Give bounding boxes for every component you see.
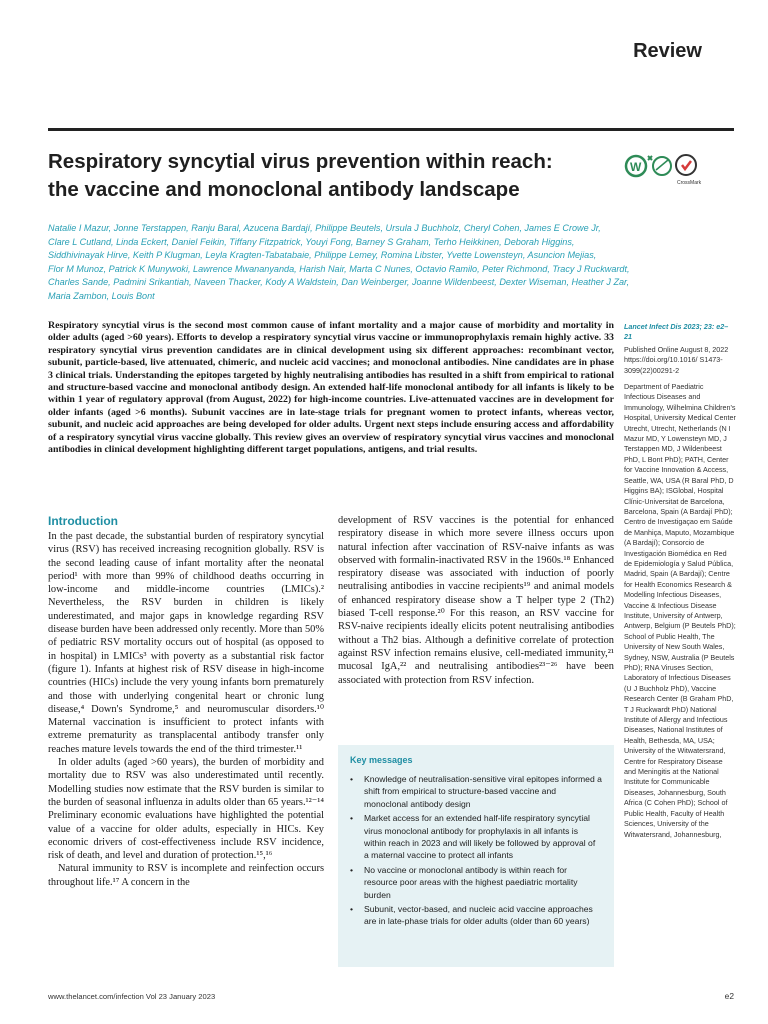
review-section-label: Review (633, 40, 702, 62)
introduction-heading: Introduction (48, 514, 118, 528)
page-number: e2 (724, 991, 734, 1001)
intro-paragraph-4: development of RSV vaccines is the potential for enhanced respiratory disease in which more severe illness occurs upon natural infection after vaccination of RSV-naive infants as was observed with formalin-inactivated RSV in the 1960s.¹⁸ Enhanced respiratory disease was associated with induction of poorly neutralising antibodies in vaccine recipients¹⁹ and animal models of enhanced respiratory disease show a T helper type 2 (Th2) biased T-cell response.²⁰ For this reason, an RSV vaccine for RSV-naive recipients ideally elicits potent neutralising antibodies without a Th2 bias. Although a definitive correlate of protection against RSV infection remains elusive, cell-mediated immunity,²¹ mucosal IgA,²² and neutralising antibodies²³⁻²⁶ have been associated with protection from RSV infection. (338, 515, 614, 686)
key-message-item: • Knowledge of neutralisation-sensitive viral epitopes informed a shift from empirical to structure-based vaccine and monoclonal antibody design (350, 773, 602, 810)
article-title (48, 148, 608, 204)
author-list (48, 222, 630, 303)
article-sidebar (624, 322, 736, 840)
intro-paragraph-3: Natural immunity to RSV is incomplete and reinfection occurs throughout life.¹⁷ A concern in the (48, 863, 324, 888)
key-message-item: • Subunit, vector-based, and nucleic acid vaccine approaches are in late-phase trials for older adults (older than 60 years) (350, 903, 602, 928)
author-line[interactable]: Charles Sande, Padmini Srikantiah, Naveen Thacker, Kody A Waldstein, Dan Weinberger, Joanne Wildenbeest, Dexter Wiseman, Heather J Zar, (48, 277, 630, 287)
header-rule (48, 128, 734, 131)
publication-info[interactable]: Published Online August 8, 2022 https://doi.org/10.1016/ S1473-3099(22)00291-2 (624, 344, 729, 375)
author-line[interactable]: Maria Zambon, Louis Bont (48, 290, 155, 301)
title-line-1: Respiratory syncytial virus prevention within reach: (48, 150, 553, 173)
abstract: Respiratory syncytial virus is the second most common cause of infant mortality and a major cause of morbidity and mortality in older adults (aged >60 years). Efforts to develop a respiratory syncytial virus vaccine or immunoprophylaxis remain highly active. 33 respiratory syncytial virus prevention candidates are in clinical development using six different approaches: recombinant vector, subunit, particle-based, live attenuated, chimeric, and nucleic acid vaccines; and monoclonal antibodies. Nine candidates are in phase 3 clinical trials. Understanding the epitopes targeted by highly neutralising antibodies has resulted in a shift from empirical to rational and structure-based vaccine and monoclonal antibody design. An extended half-life monoclonal antibody for all infants is likely to be within 1 year of regulatory approval (from August, 2022) for high-income countries. Live-attenuated vaccines are in development for older infants (aged >6 months). Subunit vaccines are in late-stage trials for pregnant women to protect infants, whereas vector, subunit, and nucleic acid approaches are being developed for older adults. Urgent next steps include ensuring access and affordability of a respiratory syncytial virus vaccine globally. This review gives an overview of respiratory syncytial virus vaccines and monoclonal antibodies in clinical development highlighting different target populations, antigens, and trial results. (48, 320, 614, 456)
key-messages-list (350, 773, 602, 928)
footer-journal-info[interactable]: www.thelancet.com/infection Vol 23 January 2023 (48, 992, 216, 1001)
key-message-item: • No vaccine or monoclonal antibody is within reach for resource poor areas with the highest paediatric mortality burden (350, 864, 602, 901)
journal-citation[interactable]: Lancet Infect Dis 2023; 23: e2–21 (624, 322, 729, 342)
key-message-item: • Market access for an extended half-life respiratory syncytial virus monoclonal antibody for prophylaxis in all infants is within reach in 2023 and will likely be followed by approval of a maternal vaccine to protect all infants (350, 812, 602, 862)
body-column-left (48, 514, 324, 889)
author-affiliations: Department of Paediatric Infectious Diseases and Immunology, Wilhelmina Children's Hospital, University Medical Center Utrecht, Utrecht, Netherlands (N I Mazur MD, Y Lowensteyn MD, J Terstappen MD, J Wildenbeest PhD, L Bont PhD); PATH, Center for Vaccine Innovation & Access, Seattle, WA, USA (R Baral PhD, D Higgins BA); ISGlobal, Hospital Clínic-Universitat de Barcelona, Barcelona, Spain (A Bardají PhD); Centro de Investigaçao em Saúde de Manhiça, Maputo, Mozambique (A Bardají); Consorcio de Investigación Biomédica en Red de Epidemiología y Salud Pública, Madrid, Spain (A Bardají); Centre for Health Economics Research & Modelling Infectious Diseases, Vaccine & Infectious Disease Institute, University of Antwerp, Antwerp, Belgium (P Beutels PhD); School of Public Health, The University of New South Wales, Sydney, NSW, Australia (P Beutels PhD); RNA Viruses Section, Laboratory of Infectious Diseases (U J Buchholz PhD), Vaccine Research Center (B Graham PhD, T J Ruckwardt PhD) National Institute of Allergy and Infectious Diseases, National Institutes of Health, Bethesda, MA, USA; University of the Witwatersrand, Centre for Respiratory Disease and Meningitis at the National Institute for Communicable Diseases, Johannesburg, South Africa (C Cohen PhD); School of Public Health, Faculty of Health Sciences, University of the Witwatersrand, Johannesburg, (624, 382, 736, 839)
key-messages-heading: Key messages (350, 755, 413, 765)
title-line-2: the vaccine and monoclonal antibody landscape (48, 178, 520, 201)
svg-text:W: W (630, 160, 642, 174)
body-column-right (338, 514, 614, 687)
key-messages-panel (338, 745, 614, 967)
author-line[interactable]: Clare L Cutland, Linda Eckert, Daniel Feikin, Tiffany Fitzpatrick, Youyi Fong, Barney S Graham, Terho Heikkinen, Deborah Higgins, (48, 236, 575, 247)
author-line[interactable]: Natalie I Mazur, Jonne Terstappen, Ranju Baral, Azucena Bardají, Philippe Beutels, Ursula J Buchholz, Cheryl Cohen, James E Crowe Jr, (48, 223, 601, 233)
author-line[interactable]: Siddhivinayak Hirve, Keith P Klugman, Leyla Kragten-Tabatabaie, Philippe Lemey, Romina Libster, Yvette Lowensteyn, Asuncion Mejias, (48, 250, 597, 260)
journal-logos (624, 152, 704, 188)
author-line[interactable]: Flor M Munoz, Patrick K Munywoki, Lawrence Mwananyanda, Harish Nair, Marta C Nunes, Octavio Ramilo, Peter Richmond, Tracy J Ruckwardt, (48, 263, 630, 274)
crossmark-text: CrossMark (677, 180, 702, 186)
intro-paragraph-2: In older adults (aged >60 years), the burden of morbidity and mortality due to RSV was also underestimated until recently. Modelling studies now estimate that the RSV burden is similar to the burden of seasonal influenza in adults older than 65 years.¹²⁻¹⁴ Preliminary economic evaluations have highlighted the potential value of a vaccine for older adults, especially in HICs. Key economic drivers of cost-effectiveness include RSV incidence, risk of death, and level and duration of protection.¹⁵,¹⁶ (48, 757, 324, 862)
open-access-icon[interactable] (624, 152, 704, 188)
intro-paragraph-1: In the past decade, the substantial burden of respiratory syncytial virus (RSV) has received increasing recognition globally. RSV is the second leading cause of infant mortality after the neonatal period¹ with more than 99% of childhood deaths occurring in low-income and middle-income countries (LMICs).² Nevertheless, the RSV burden in children is likely underestimated, and major gaps in knowledge regarding RSV disease burden have been addressed only recently. More than 50% of pediatric RSV mortality occurs out of hospital (as opposed to in hospital) in LMICs³ with poverty as a substantial risk factor (figure 1). Infants at highest risk of RSV disease in high-income countries (HICs) include the very young infants born prematurely and those with underlying congenital heart or chronic lung disease,⁴ Down's Syndrome,⁵ and neuromuscular disorders.¹⁰ Maternal vaccination is insufficient to protect infants with extreme prematurity as transplacental antibody transfer only reaches mature levels towards the end of the third trimester.¹¹ (48, 531, 324, 755)
